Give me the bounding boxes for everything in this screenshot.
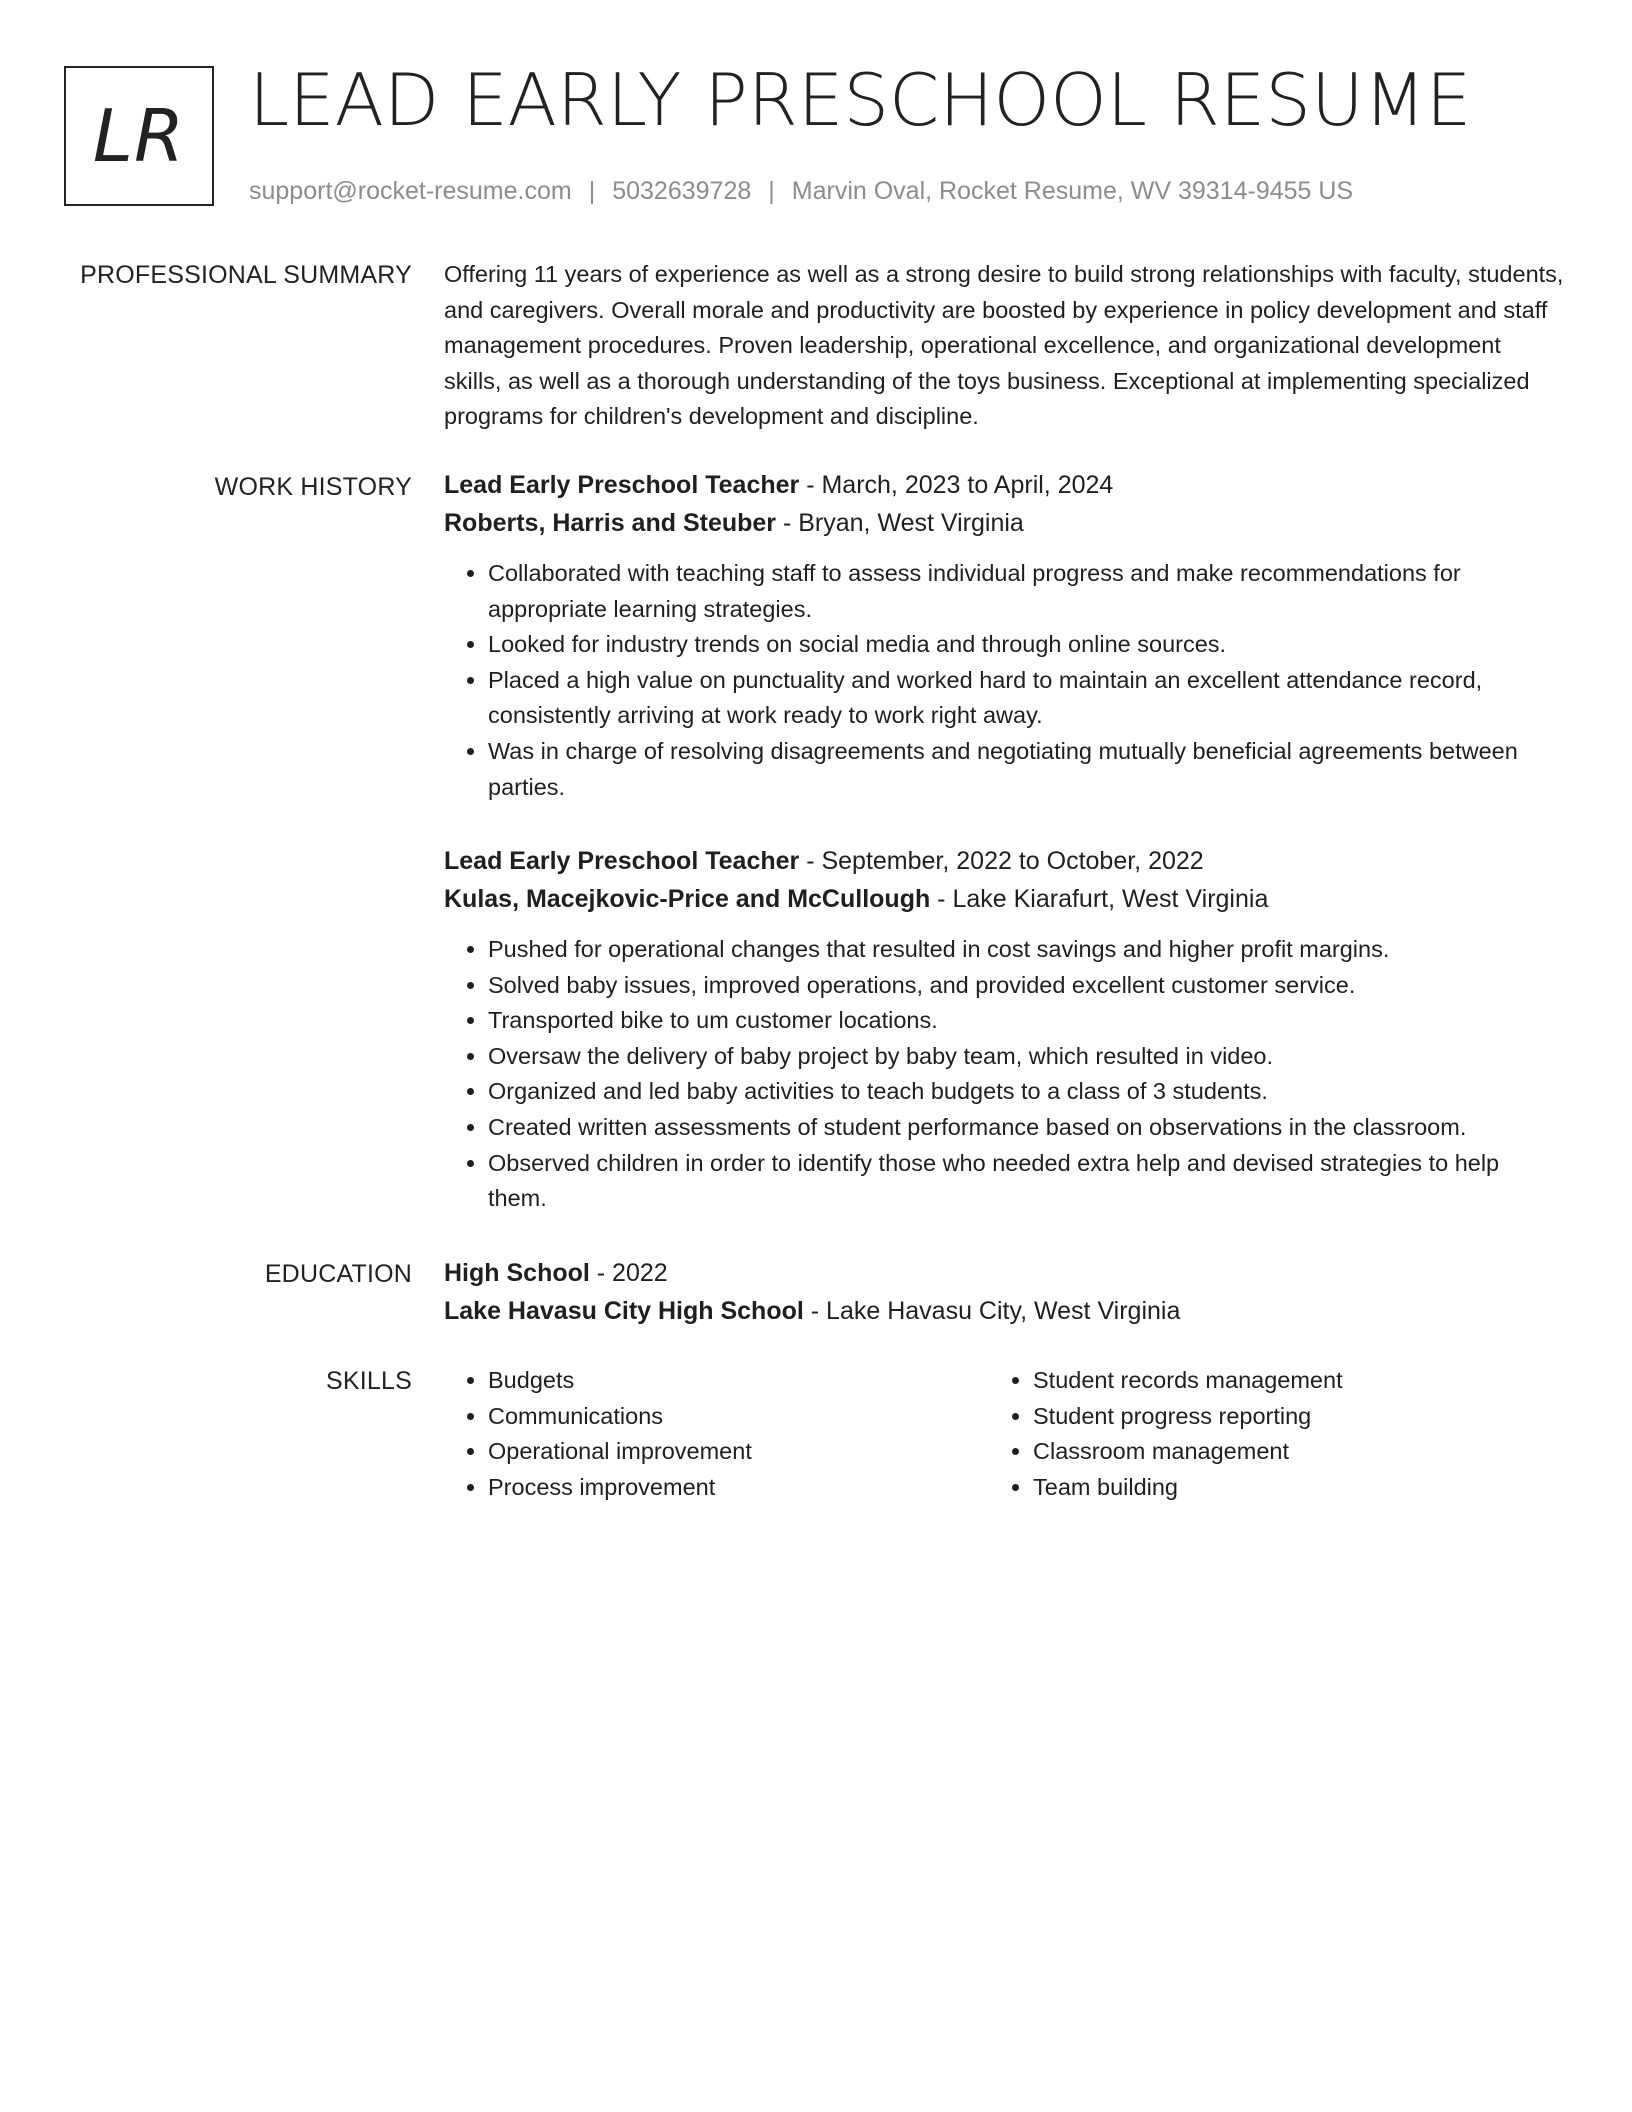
skill-item: • Student progress reporting — [1033, 1399, 1534, 1435]
job-company: Kulas, Macejkovic-Price and McCullough — [444, 885, 931, 913]
skill-item: • Budgets — [488, 1363, 989, 1399]
skill-item: • Student records management — [1033, 1363, 1534, 1399]
contact-email: support@rocket-resume.com — [249, 177, 572, 205]
education-entry — [444, 1254, 1564, 1330]
education-school-line — [444, 1292, 1564, 1330]
job-company-line — [444, 880, 1564, 918]
contact-line — [249, 176, 1353, 206]
job-title-line — [444, 466, 1564, 504]
contact-phone: 5032639728 — [612, 177, 752, 205]
job-title: Lead Early Preschool Teacher — [444, 471, 800, 499]
job-title: Lead Early Preschool Teacher — [444, 847, 800, 875]
education-year: - 2022 — [589, 1259, 668, 1287]
skill-item: • Classroom management — [1033, 1434, 1534, 1470]
list-item: • Observed children in order to identify those who needed extra help and devised strategies to help them. — [488, 1146, 1564, 1217]
education-degree-line — [444, 1254, 1564, 1292]
job-company-line — [444, 504, 1564, 542]
summary-section — [444, 257, 1564, 435]
skills-grid — [444, 1363, 1564, 1505]
job-location: - Bryan, West Virginia — [776, 509, 1024, 537]
list-item: • Transported bike to um customer locations. — [488, 1003, 1564, 1039]
job-dates: - September, 2022 to October, 2022 — [799, 847, 1204, 875]
list-item: • Solved baby issues, improved operations, and provided excellent customer service. — [488, 968, 1564, 1004]
list-item: • Organized and led baby activities to teach budgets to a class of 3 students. — [488, 1074, 1564, 1110]
skills-section — [444, 1363, 1564, 1505]
contact-address: Marvin Oval, Rocket Resume, WV 39314-9455 US — [791, 177, 1354, 205]
section-label-skills: SKILLS — [326, 1367, 412, 1395]
education-degree: High School — [444, 1259, 590, 1287]
skill-item: • Operational improvement — [488, 1434, 989, 1470]
education-location: - Lake Havasu City, West Virginia — [803, 1297, 1181, 1325]
job-title-line — [444, 842, 1564, 880]
summary-text: Offering 11 years of experience as well as a strong desire to build strong relationships with faculty, students, and caregivers. Overall morale and productivity are boosted by experience in policy development and staff management procedures. Proven leadership, operational excellence, and organizational development skills, as well as a thorough understanding of the toys business. Exceptional at implementing specialized programs for children's development and discipline. — [444, 261, 1564, 430]
list-item: • Placed a high value on punctuality and worked hard to maintain an excellent attendance record, consistently arriving at work ready to work right away. — [488, 663, 1564, 734]
skill-item: • Process improvement — [488, 1470, 989, 1506]
section-label-work-history: WORK HISTORY — [214, 473, 412, 501]
skill-item: • Communications — [488, 1399, 989, 1435]
job-bullets — [444, 932, 1564, 1217]
resume-title: LEAD EARLY PRESCHOOL RESUME — [249, 58, 1472, 142]
contact-separator: | — [588, 177, 596, 205]
list-item: • Collaborated with teaching staff to assess individual progress and make recommendations for appropriate learning strategies. — [488, 556, 1564, 627]
section-label-education: EDUCATION — [264, 1260, 412, 1288]
contact-separator: | — [768, 177, 775, 205]
list-item: • Pushed for operational changes that resulted in cost savings and higher profit margins. — [488, 932, 1564, 968]
job-entry — [444, 842, 1564, 1217]
job-entry — [444, 466, 1564, 805]
monogram-box — [64, 66, 214, 206]
skills-column-2 — [989, 1363, 1534, 1505]
section-label-summary: PROFESSIONAL SUMMARY — [80, 261, 412, 289]
job-location: - Lake Kiarafurt, West Virginia — [930, 885, 1269, 913]
job-company: Roberts, Harris and Steuber — [444, 509, 777, 537]
job-dates: - March, 2023 to April, 2024 — [799, 471, 1114, 499]
skills-column-1 — [444, 1363, 989, 1505]
education-school: Lake Havasu City High School — [444, 1297, 804, 1325]
list-item: • Created written assessments of student performance based on observations in the classroom. — [488, 1110, 1564, 1146]
monogram-initials: LR — [92, 94, 186, 178]
job-bullets — [444, 556, 1564, 805]
list-item: • Looked for industry trends on social media and through online sources. — [488, 627, 1564, 663]
list-item: • Oversaw the delivery of baby project by baby team, which resulted in video. — [488, 1039, 1564, 1075]
skill-item: • Team building — [1033, 1470, 1534, 1506]
list-item: • Was in charge of resolving disagreements and negotiating mutually beneficial agreements between parties. — [488, 734, 1564, 805]
